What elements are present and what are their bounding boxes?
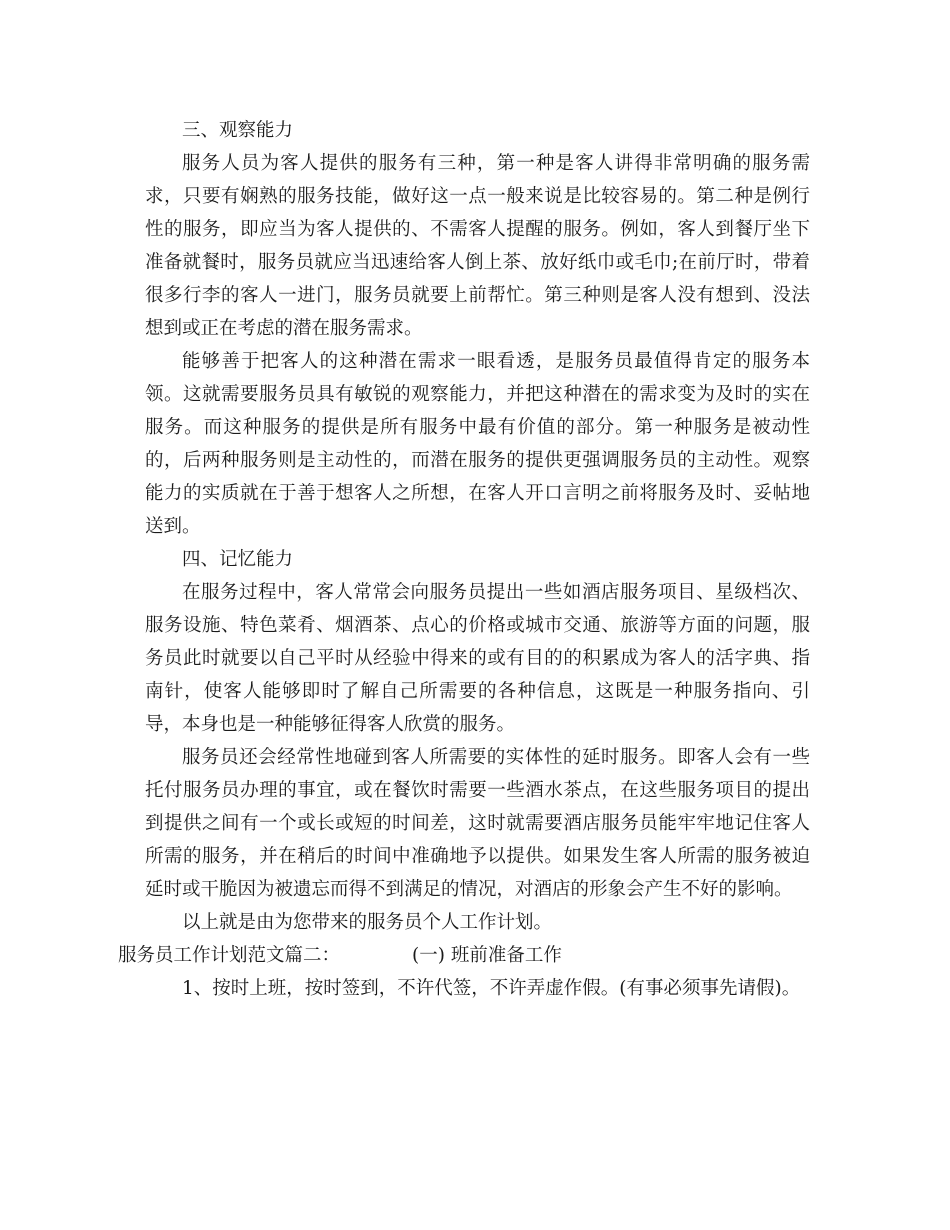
paragraph: 能够善于把客人的这种潜在需求一眼看透，是服务员最值得肯定的服务本领。这就需要服务员具有敏锐的观察能力，并把这种潜在的需求变为及时的实在服务。而这种服务的提供是所有服务中最有价值的部分。第一种服务是被动性的，后两种服务则是主动性的，而潜在服务的提供更强调服务员的主动性。观察能力的实质就在于善于想客人之所想，在客人开口言明之前将服务及时、妥帖地送到。	[145, 351, 810, 537]
document-body	[118, 114, 810, 1005]
part-two-heading: (一) 班前准备工作	[412, 945, 562, 966]
paragraph: 服务人员为客人提供的服务有三种，第一种是客人讲得非常明确的服务需求，只要有娴熟的服务技能，做好这一点一般来说是比较容易的。第二种是例行性的服务，即应当为客人提供的、不需客人提醒的服务。例如，客人到餐厅坐下准备就餐时，服务员就应当迅速给客人倒上茶、放好纸巾或毛巾;在前厅时，带着很多行李的客人一进门，服务员就要上前帮忙。第三种则是客人没有想到、没法想到或正在考虑的潜在服务需求。	[145, 153, 810, 339]
section-heading-observation: 三、观察能力	[182, 120, 294, 141]
list-item-1: 1、按时上班，按时签到，不许代签，不许弄虚作假。(有事必须事先请假)。	[182, 978, 801, 999]
part-two-line	[118, 939, 810, 972]
part-two-label: 服务员工作计划范文篇二：	[118, 945, 341, 966]
section-heading-memory: 四、记忆能力	[182, 549, 294, 570]
closing-line: 以上就是由为您带来的服务员个人工作计划。	[182, 912, 553, 933]
paragraph: 服务员还会经常性地碰到客人所需要的实体性的延时服务。即客人会有一些托付服务员办理的事宜，或在餐饮时需要一些酒水茶点，在这些服务项目的提出到提供之间有一个或长或短的时间差，这时就需要酒店服务员能牢牢地记住客人所需的服务，并在稍后的时间中准确地予以提供。如果发生客人所需的服务被迫延时或干脆因为被遗忘而得不到满足的情况，对酒店的形象会产生不好的影响。	[145, 747, 810, 900]
paragraph: 在服务过程中，客人常常会向服务员提出一些如酒店服务项目、星级档次、服务设施、特色菜肴、烟酒茶、点心的价格或城市交通、旅游等方面的问题，服务员此时就要以自己平时从经验中得来的或有目的的积累成为客人的活字典、指南针，使客人能够即时了解自己所需要的各种信息，这既是一种服务指向、引导，本身也是一种能够征得客人欣赏的服务。	[145, 582, 810, 735]
